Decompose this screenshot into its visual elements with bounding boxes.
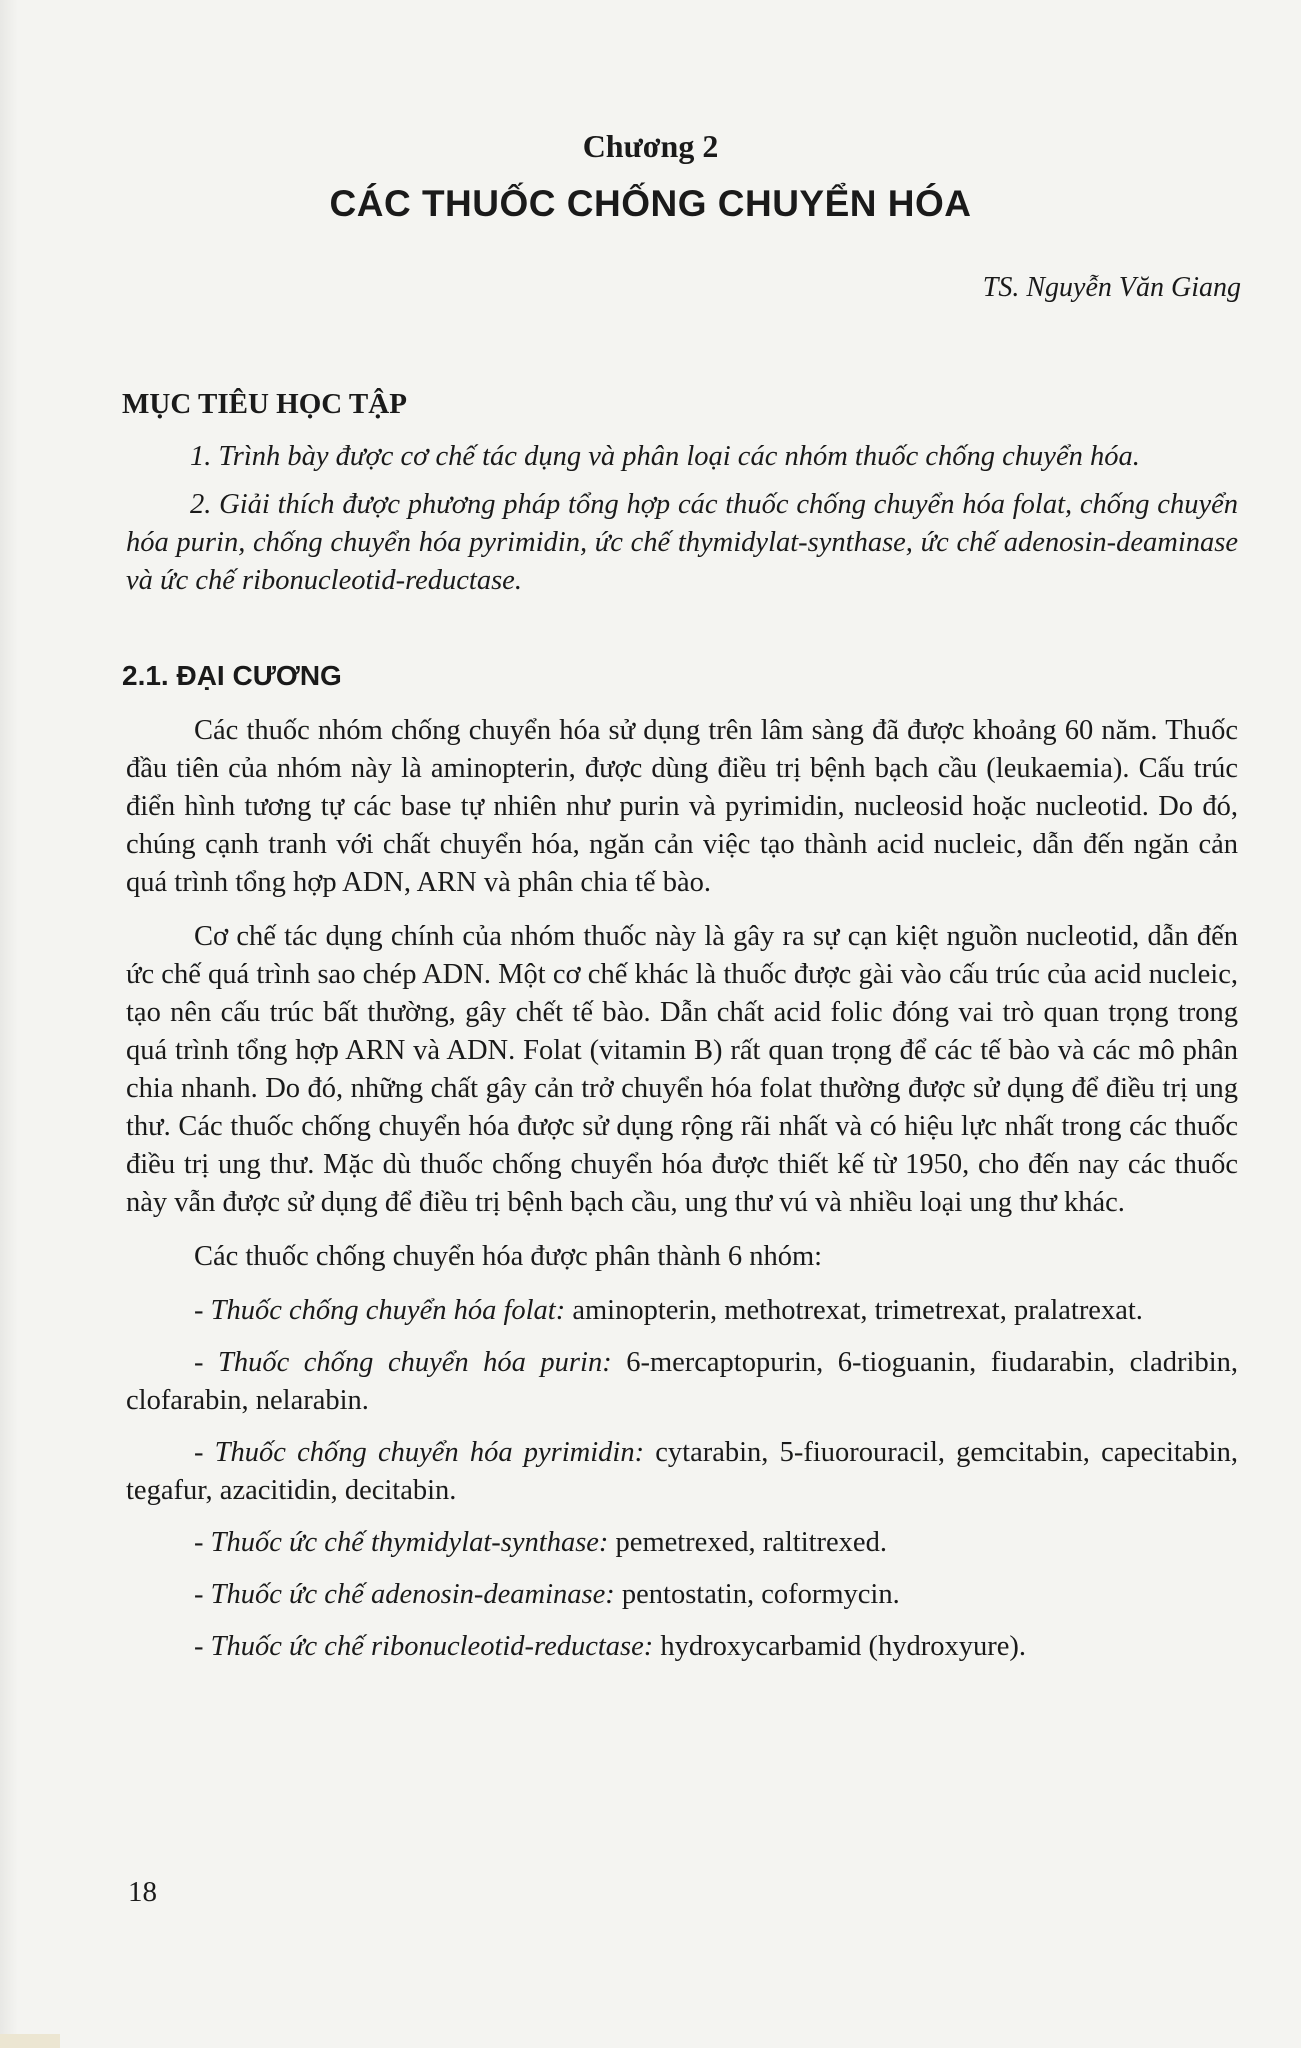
chapter-title: CÁC THUỐC CHỐNG CHUYỂN HÓA — [329, 183, 972, 224]
objectives-list — [126, 438, 1238, 610]
drug-group-item — [126, 1576, 1238, 1614]
section-content — [126, 712, 1238, 1680]
chapter-label: Chương 2 — [582, 128, 719, 164]
objectives-heading: MỤC TIÊU HỌC TẬP — [122, 388, 407, 420]
paragraph: Các thuốc nhóm chống chuyển hóa sử dụng trên lâm sàng đã được khoảng 60 năm. Thuốc đầu tiên của nhóm này là aminopterin, được dùng điều trị bệnh bạch cầu (leukaemia). Cấu trúc điển hình tương tự các base tự nhiên như purin và pyrimidin, nucleosid hoặc nucleotid. Do đó, chúng cạnh tranh với chất chuyển hóa, ngăn cản việc tạo thành acid nucleic, dẫn đến ngăn cản quá trình tổng hợp ADN, ARN và phân chia tế bào. — [126, 715, 1238, 898]
page-bottom-strip — [0, 2034, 60, 2048]
drug-group-item — [126, 1524, 1238, 1562]
drug-group-term: - Thuốc chống chuyển hóa pyrimidin: — [194, 1437, 645, 1468]
page-edge-shadow — [0, 0, 18, 2048]
paragraph: Các thuốc chống chuyển hóa được phân thành 6 nhóm: — [194, 1241, 823, 1272]
drug-group-term: - Thuốc chống chuyển hóa purin: — [194, 1347, 612, 1378]
drug-group-item — [126, 1628, 1238, 1666]
drug-group-term: - Thuốc ức chế adenosin-deaminase: — [194, 1579, 615, 1610]
objective-item: 2. Giải thích được phương pháp tổng hợp các thuốc chống chuyển hóa folat, chống chuyển hóa purin, chống chuyển hóa pyrimidin, ức chế thymidylat-synthase, ức chế adenosin-deaminase và ức chế ribonucleotid-reductase. — [126, 489, 1238, 596]
drug-group-item — [126, 1344, 1238, 1420]
drug-group-drugs: cytarabin, 5-fiuorouracil, gemcitabin, capecitabin, tegafur, azacitidin, decitabin. — [126, 1437, 1238, 1506]
objective-item: 1. Trình bày được cơ chế tác dụng và phân loại các nhóm thuốc chống chuyển hóa. — [190, 441, 1140, 472]
page-number: 18 — [128, 1876, 157, 1908]
drug-group-drugs: aminopterin, methotrexat, trimetrexat, pralatrexat. — [565, 1295, 1143, 1326]
drug-group-drugs: pentostatin, coformycin. — [614, 1579, 900, 1610]
paragraph: Cơ chế tác dụng chính của nhóm thuốc này là gây ra sự cạn kiệt nguồn nucleotid, dẫn đến ức chế quá trình sao chép ADN. Một cơ chế khác là thuốc được gài vào cấu trúc của acid nucleic, tạo nên cấu trúc bất thường, gây chết tế bào. Dẫn chất acid folic đóng vai trò quan trọng trong quá trình tổng hợp ARN và ADN. Folat (vitamin B) rất quan trọng để các tế bào và các mô phân chia nhanh. Do đó, những chất gây cản trở chuyển hóa folat thường được sử dụng để điều trị ung thư. Các thuốc chống chuyển hóa được sử dụng rộng rãi nhất và có hiệu lực nhất trong các thuốc điều trị ung thư. Mặc dù thuốc chống chuyển hóa được thiết kế từ 1950, cho đến nay các thuốc này vẫn được sử dụng để điều trị bệnh bạch cầu, ung thư vú và nhiều loại ung thư khác. — [126, 921, 1238, 1218]
drug-group-drugs: 6-mercaptopurin, 6-tioguanin, fiudarabin, cladribin, clofarabin, nelarabin. — [126, 1347, 1238, 1416]
chapter-author: TS. Nguyễn Văn Giang — [982, 272, 1241, 303]
drug-group-drugs: hydroxycarbamid (hydroxyure). — [653, 1631, 1027, 1662]
section-heading: 2.1. ĐẠI CƯƠNG — [122, 660, 342, 691]
drug-group-term: - Thuốc ức chế thymidylat-synthase: — [194, 1527, 609, 1558]
drug-group-item — [126, 1434, 1238, 1510]
drug-group-drugs: pemetrexed, raltitrexed. — [608, 1527, 887, 1558]
drug-group-term: - Thuốc chống chuyển hóa folat: — [194, 1295, 566, 1326]
drug-group-term: - Thuốc ức chế ribonucleotid-reductase: — [194, 1631, 654, 1662]
drug-group-item — [126, 1292, 1238, 1330]
